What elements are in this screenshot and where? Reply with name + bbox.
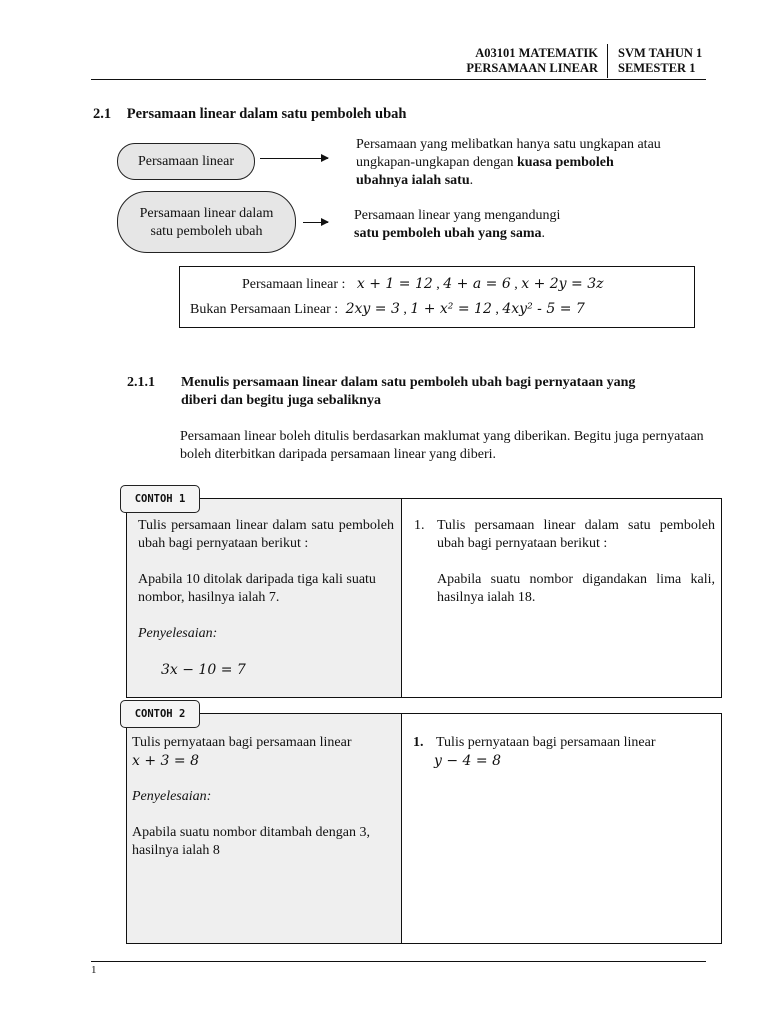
- header-rule: [91, 79, 706, 80]
- contoh-2-tab: CONTOH 2: [120, 700, 200, 728]
- header-separator: [607, 44, 608, 78]
- solution-label: Penyelesaian:: [132, 789, 212, 804]
- section-title-text: Persamaan linear dalam satu pemboleh ubah: [126, 106, 407, 122]
- example-statement: Apabila 10 ditolak daripada tiga kali suatu nombor, hasilnya ialah 7.: [138, 572, 376, 605]
- solution-equation: 3x − 10 = 7: [161, 662, 246, 678]
- definition-emphasis: kuasa pemboleh ubahnya ialah satu: [356, 155, 614, 188]
- contoh-1-example-cell: [127, 499, 402, 697]
- nonlinear-label: Bukan Persamaan Linear :: [190, 302, 339, 317]
- definition-end: .: [469, 173, 474, 188]
- definition-emphasis: satu pemboleh ubah yang sama: [354, 226, 542, 241]
- page-number: 1: [91, 964, 97, 976]
- example-instruction: Tulis persamaan linear dalam satu pemboleh ubah bagi pernyataan berikut :: [138, 518, 394, 551]
- subsection-number: 2.1.1: [127, 375, 155, 390]
- concept-pill-label: Persamaan linear: [137, 154, 234, 169]
- concept-pill-linear-equation: [117, 143, 255, 180]
- exercise-equation: y − 4 = 8: [434, 753, 501, 769]
- concept-definition-single-variable: [354, 207, 674, 243]
- linear-example: 4 + a = 6: [443, 276, 511, 292]
- solution-label: Penyelesaian:: [138, 626, 218, 641]
- level-year: SVM TAHUN 1: [618, 46, 703, 60]
- solution-answer: Apabila suatu nombor ditambah dengan 3, hasilnya ialah 8: [132, 825, 370, 858]
- subsection-title-line2: diberi dan begitu juga sebaliknya: [181, 393, 381, 408]
- nonlinear-example: 1 + x² = 12: [410, 301, 492, 317]
- exercise-number: 1.: [413, 735, 424, 750]
- subsection-paragraph: Persamaan linear boleh ditulis berdasarkan maklumat yang diberikan. Begitu juga pernyataan boleh diterbitkan daripada persamaan linear yang diberi.: [180, 429, 704, 462]
- linear-example: x + 1 = 12: [356, 276, 433, 292]
- subsection-title: [127, 374, 707, 410]
- exercise-instruction: Tulis pernyataan bagi persamaan linear: [436, 735, 656, 750]
- exercise-instruction: Tulis persamaan linear dalam satu pemboleh ubah bagi pernyataan berikut :: [437, 518, 715, 551]
- subsection-title-line1: Menulis persamaan linear dalam satu pemboleh ubah bagi pernyataan yang: [181, 375, 636, 390]
- nonlinear-examples-row: Bukan Persamaan Linear : 2xy = 3 , 1 + x² = 12 , 4xy² - 5 = 7: [190, 301, 585, 317]
- nonlinear-example: 2xy = 3: [345, 301, 400, 317]
- course-header: [466, 46, 598, 76]
- contoh-1-table: [126, 498, 722, 698]
- level-header: [618, 46, 702, 76]
- exercise-number: 1.: [414, 518, 425, 533]
- section-number: 2.1: [93, 106, 112, 122]
- arrow-right-icon: [303, 222, 328, 223]
- contoh-2-example-cell: [127, 714, 402, 943]
- concept-definition-linear: [356, 136, 668, 190]
- footer-rule: [91, 961, 706, 962]
- example-equation: x + 3 = 8: [132, 753, 199, 769]
- contoh-1-tab: CONTOH 1: [120, 485, 200, 513]
- nonlinear-example: 4xy² - 5 = 7: [502, 301, 585, 317]
- course-code-title: A03101 MATEMATIK: [475, 46, 598, 60]
- contoh-2-table: [126, 713, 722, 944]
- arrow-right-icon: [260, 158, 328, 159]
- definition-text: Persamaan linear yang mengandungi: [354, 208, 561, 223]
- level-semester: SEMESTER 1: [618, 61, 696, 75]
- definition-text: Persamaan yang melibatkan hanya satu ungkapan atau ungkapan-ungkapan dengan: [356, 137, 661, 170]
- linear-examples-box: [179, 266, 695, 328]
- exercise-statement: Apabila suatu nombor digandakan lima kali, hasilnya ialah 18.: [437, 572, 715, 605]
- linear-example: x + 2y = 3z: [521, 276, 604, 292]
- linear-label: Persamaan linear :: [242, 277, 346, 292]
- concept-pill-single-variable: [117, 191, 296, 253]
- definition-end: .: [541, 226, 545, 241]
- section-title: [93, 106, 406, 123]
- concept-pill-line2: satu pemboleh ubah: [150, 224, 263, 239]
- example-instruction: Tulis pernyataan bagi persamaan linear: [132, 735, 352, 750]
- topic-title: PERSAMAAN LINEAR: [466, 61, 598, 75]
- linear-examples-row: Persamaan linear : x + 1 = 12 , 4 + a = 6 , x + 2y = 3z: [242, 276, 604, 292]
- concept-pill-line1: Persamaan linear dalam: [139, 206, 274, 221]
